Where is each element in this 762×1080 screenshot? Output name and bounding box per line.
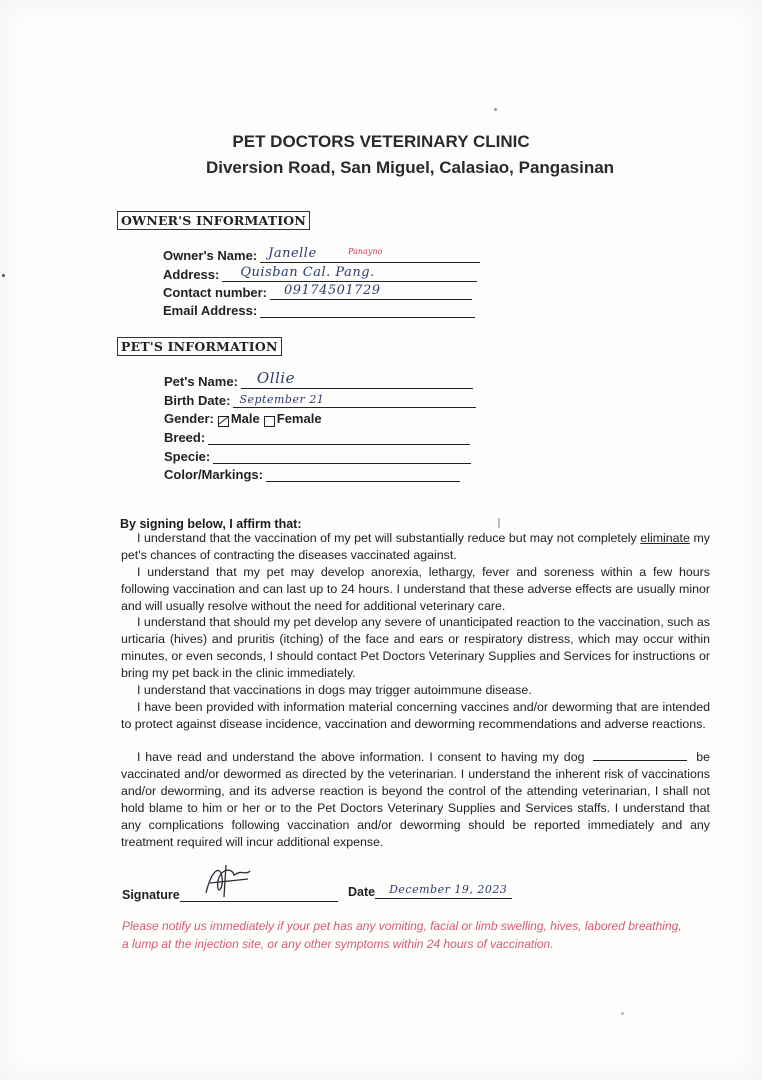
scan-speck	[2, 274, 5, 277]
affirm-paragraph-5: I have been provided with information material concerning vaccines and/or deworming that are intended to protect against disease incidence, vaccination and deworming recommendations and adverse reactions.	[121, 700, 710, 731]
owner-address-label: Address:	[163, 267, 220, 282]
pet-breed-field	[164, 429, 470, 445]
date-field	[348, 882, 512, 899]
pet-color-label: Color/Markings:	[164, 467, 263, 482]
pet-name-value: Ollie	[256, 369, 295, 387]
pet-section-heading: PET'S INFORMATION	[117, 337, 282, 356]
owner-name-line[interactable]	[260, 247, 480, 263]
pet-specie-label: Specie:	[164, 449, 211, 464]
affirm-paragraph-4: I understand that vaccinations in dogs may trigger autoimmune disease.	[137, 683, 532, 697]
pet-breed-label: Breed:	[164, 430, 206, 445]
gender-male-checkbox[interactable]	[218, 416, 229, 427]
post-vaccination-notice: Please notify us immediately if your pet has any vomiting, facial or limb swelling, hives, labored breathing, a lump at the injection site, or any other symptoms within 24 hours of vaccination.	[122, 919, 682, 951]
signature-field	[122, 885, 338, 902]
owner-address-field	[163, 266, 477, 282]
scan-speck	[498, 518, 500, 528]
pet-color-line[interactable]	[266, 466, 460, 482]
gender-male-label: Male	[230, 411, 260, 426]
owner-contact-field	[163, 284, 472, 300]
affirm-paragraph-6: I have read and understand the above information. I consent to having my dog be vaccinated and/or dewormed as directed by the veterinarian. I understand the inherent risk of vaccinations and/or deworming, and its adverse reaction is beyond the control of the attending veterinarian, I shall not hold blame to him or her or to the Pet Doctors Veterinary Supplies and Services staffs. I understand that any complications following vaccination and/or deworming should be reported immediately and any treatment required will incur additional expense.	[121, 750, 710, 849]
owner-section-heading: OWNER'S INFORMATION	[117, 211, 310, 230]
pet-breed-line[interactable]	[208, 429, 470, 445]
owner-email-field	[163, 302, 475, 318]
pet-color-field	[164, 466, 460, 482]
pet-specie-field	[164, 448, 471, 464]
pet-name-line[interactable]	[241, 369, 473, 389]
scan-speck	[494, 108, 497, 111]
clinic-address: Diversion Road, San Miguel, Calasiao, Pangasinan	[205, 158, 615, 177]
owner-name-note: Panayno	[348, 247, 383, 256]
signature-line[interactable]	[180, 885, 338, 902]
owner-contact-label: Contact number:	[163, 285, 267, 300]
date-value: December 19, 2023	[389, 883, 508, 896]
gender-female-checkbox[interactable]	[264, 416, 275, 427]
owner-contact-value: 09174501729	[284, 283, 381, 298]
affirm-paragraph-3: I understand that should my pet develop any severe of unanticipated reaction to the vaccination, such as urticaria (hives) and pruritis (itching) of the face and ears or respiratory distress, which may occur within minutes, or even seconds, I should contact Pet Doctors Veterinary Supplies and Services for instructions or bring my pet back in the clinic immediately.	[121, 615, 710, 680]
date-label: Date	[348, 885, 376, 899]
owner-name-value: Janelle	[268, 246, 317, 261]
owner-name-label: Owner's Name:	[163, 248, 258, 263]
pet-gender-label: Gender:	[164, 411, 214, 426]
date-line[interactable]	[375, 882, 512, 899]
signature-label: Signature	[122, 888, 180, 902]
pet-name-label: Pet's Name:	[164, 374, 238, 389]
owner-email-label: Email Address:	[163, 303, 258, 318]
pet-birthdate-field	[164, 392, 476, 408]
underlined-eliminate: eliminate	[640, 531, 690, 545]
clinic-name: PET DOCTORS VETERINARY CLINIC	[232, 132, 530, 151]
pet-gender-field	[164, 411, 322, 426]
signature-scribble	[198, 863, 258, 899]
pet-name-field	[164, 369, 473, 389]
owner-email-line[interactable]	[260, 302, 475, 318]
pet-birthdate-label: Birth Date:	[164, 393, 231, 408]
affirm-paragraph-1: I understand that the vaccination of my pet will substantially reduce but may not completely eliminate my pet's chances of contracting the diseases vaccinated against.	[121, 531, 710, 562]
gender-female-label: Female	[276, 411, 322, 426]
affirm-heading: By signing below, I affirm that:	[120, 517, 302, 531]
owner-name-field	[163, 247, 480, 263]
owner-address-value: Quisban Cal. Pang.	[240, 265, 375, 280]
pet-specie-line[interactable]	[213, 448, 471, 464]
dog-name-blank[interactable]	[593, 749, 687, 761]
scan-speck	[621, 1012, 624, 1015]
pet-birthdate-value: September 21	[239, 393, 325, 406]
owner-address-line[interactable]	[222, 266, 477, 282]
affirm-paragraph-2: I understand that my pet may develop anorexia, lethargy, fever and soreness within a few hours following vaccination and can last up to 24 hours. I understand that these adverse effects are usually minor and will usually resolve without the need for additional veterinary care.	[121, 565, 710, 613]
pet-birthdate-line[interactable]	[233, 392, 476, 408]
owner-contact-line[interactable]	[270, 284, 472, 300]
